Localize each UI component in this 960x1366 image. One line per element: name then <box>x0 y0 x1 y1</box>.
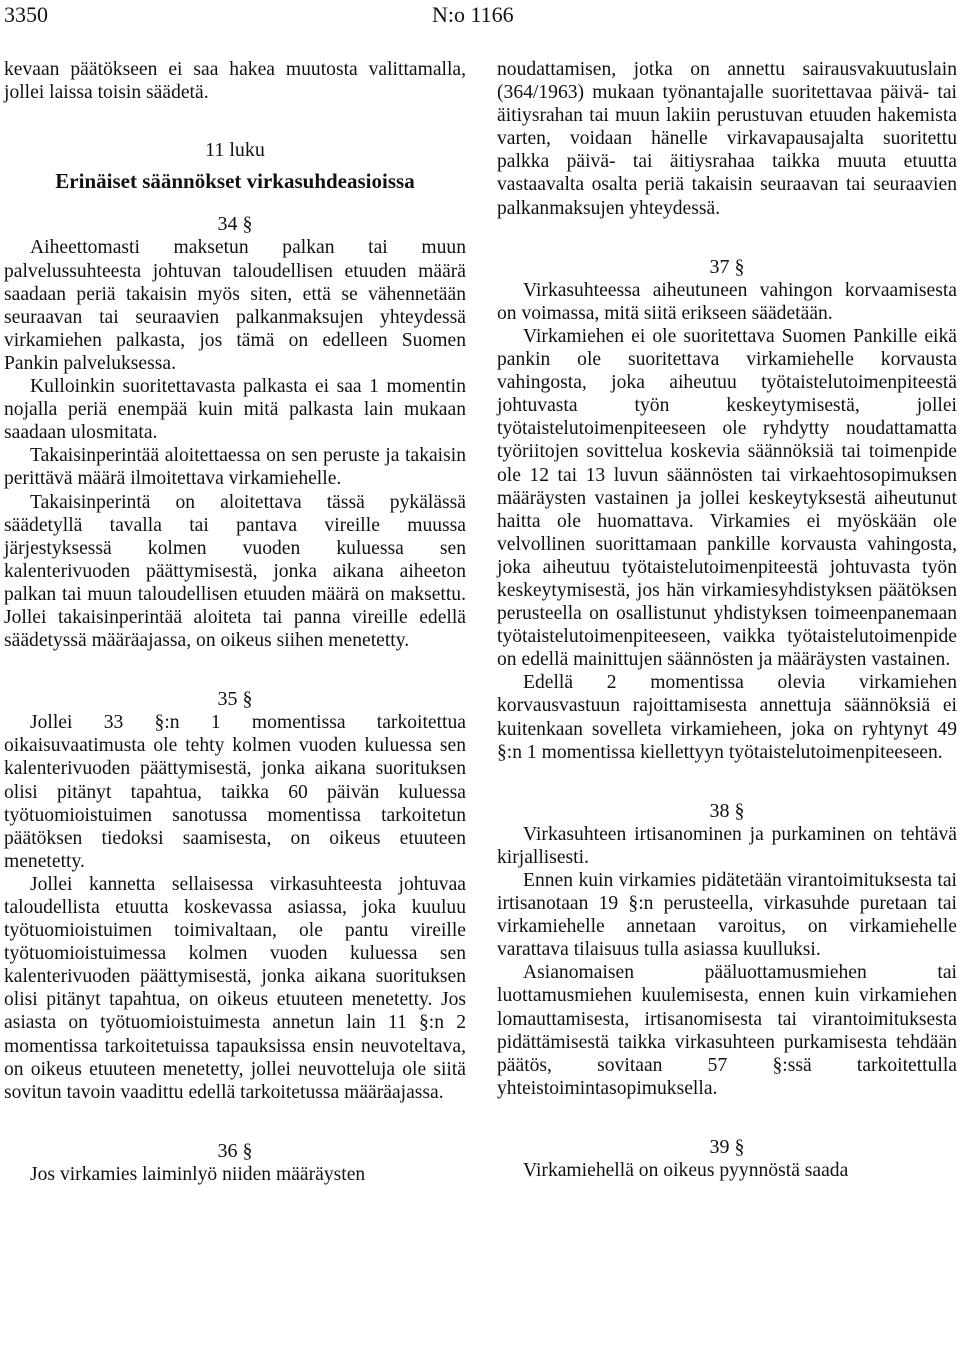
chapter-title: Erinäiset säännökset virkasuhdeasioissa <box>55 169 415 194</box>
chapter-number: 11 luku <box>205 139 265 162</box>
section-38-paragraph-3: Asianomaisen pääluottamusmiehen tai luottamusmiehen kuulemisesta, ennen kuin virkamiehen lomauttamisesta, irtisanomisesta tai virantoimituksesta pidättämisestä taikka virkasuhteen purkamisesta tehdään päätös, sovitaan 57 §:ssä tarkoitettulla yhteistoimintasopimuksella. <box>497 962 957 1099</box>
page-number: 3350 <box>4 2 48 27</box>
issue-number: N:o 1166 <box>432 2 514 27</box>
section-36-heading: 36 § <box>217 1139 253 1162</box>
section-34-heading: 34 § <box>217 213 253 236</box>
section-35-paragraph-2: Jollei kannetta sellaisessa virkasuhteesta johtuvaa taloudellista etuutta koskevassa asiassa, joka kuuluu työtuomioistuimen toimivaltaan, ole pantu vireille työtuomioistuimessa kolmen vuoden kuluessa sen kalenterivuoden päättymisestä, jonka aikana suorituksen olisi pitänyt tapahtua, on oikeus etuuteen menetetty. Jos asiasta on työtuomioistuimesta annetun lain 11 §:n 2 momentissa tarkoitetuissa tapauksissa ensin neuvoteltava, on oikeus etuuteen menetetty, jollei neuvotteluja ole siitä sovitun tavoin vaadittu edellä tarkoitetussa määräajassa. <box>4 873 466 1103</box>
section-39-paragraph-1: Virkamiehellä on oikeus pyynnöstä saada <box>523 1160 849 1182</box>
section-37-paragraph-2: Virkamiehen ei ole suoritettava Suomen Pankille eikä pankin ole suoritettava virkamiehelle korvausta vahingosta, joka aiheutuu työtaistelutoimenpiteestä johtuvasta työn keskeytymisestä, jollei työtaistelutoimenpiteeseen ole ryhdytty noudattamatta työriitojen sovittelua koskevia säännöksiä tai toimenpide ole 12 tai 13 luvun säännösten tai virkaehtosopimuksen määräysten vastainen ja jollei keskeytyksestä aiheutunut haitta ole huomattava. Virkamies ei myöskään ole velvollinen suorittamaan pankille korvausta vahingosta, joka aiheutuu työtaistelutoimenpiteestä johtuvasta työn keskeytymisestä, jos hän virkamiesyhdistyksen päätöksen perusteella on osallistunut yhdistyksen toimeenpanemaan työtaistelutoimenpiteeseen, vaikka työtaistelutoimenpide on edellä mainittujen säännösten ja määräysten vastainen. <box>497 325 957 671</box>
section-35-heading: 35 § <box>217 688 253 711</box>
section-38-paragraph-1: Virkasuhteen irtisanominen ja purkaminen on tehtävä kirjallisesti. <box>497 823 957 868</box>
section-39-heading: 39 § <box>709 1135 745 1158</box>
section-35-paragraph-1: Jollei 33 §:n 1 momentissa tarkoitettua oikaisuvaatimusta ole tehty kolmen vuoden kuluessa sen kalenterivuoden päättymisestä, jonka aikana suorituksen olisi pitänyt tapahtua, taikka 60 päivän kuluessa työtuomioistuimen sanotussa momentissa tarkoitetun päätöksen tiedoksi saamisesta, on oikeus etuuteen menetetty. <box>4 712 466 872</box>
section-34-paragraph-2: Kulloinkin suoritettavasta palkasta ei saa 1 momentin nojalla periä enempää kuin mitä palkasta lain mukaan saadaan ulosmitata. <box>4 376 466 444</box>
section-34-paragraph-4: Takaisinperintä on aloitettava tässä pykälässä säädetyllä tavalla tai pantava vireille muussa järjestyksessä kolmen vuoden kuluessa sen kalenterivuoden päättymisestä, jonka aikana aiheeton palkan tai muun taloudellisen etuuden määrä on maksettu. Jollei takaisinperintää aloiteta tai panna vireille edellä säädetyssä määräajassa, on oikeus siihen menetetty. <box>4 491 466 652</box>
section-38-paragraph-2: Ennen kuin virkamies pidätetään virantoimituksesta tai irtisanotaan 19 §:n perusteella, virkasuhde puretaan tai virkamiehelle annetaan varoitus, on virkamiehelle varattava tilaisuus tulla asiassa kuulluksi. <box>497 870 957 961</box>
section-36-paragraph-1: Jos virkamies laiminlyö niiden määräysten <box>30 1163 366 1185</box>
continuation-paragraph: noudattamisen, jotka on annettu sairausvakuutuslain (364/1963) mukaan työnantajalle suoritettavaa päivä- tai äitiysrahan tai muun lakiin perustuvan etuuden hakemista varten, voidaan hänelle virkavapausajalta suoritettu palkka päivä- tai äitiysrahaa taikka muuta etuutta vastaavalta osalta periä takaisin seuraavan tai seuraavien palkanmaksujen yhteydessä. <box>497 59 957 219</box>
right-column <box>497 58 957 1182</box>
section-34-paragraph-1: Aiheettomasti maksetun palkan tai muun palvelussuhteesta johtuvan taloudellisen etuuden määrä saadaan periä takaisin myös siten, että se vähennetään seuraavan tai seuraavien palkanmaksujen yhteydessä virkamiehen palkasta, jos tämä on edelleen Suomen Pankin palveluksessa. <box>4 237 466 374</box>
section-34-paragraph-3: Takaisinperintää aloitettaessa on sen peruste ja takaisin perittävä määrä ilmoitettava virkamiehelle. <box>4 445 466 490</box>
section-37-paragraph-1: Virkasuhteessa aiheutuneen vahingon korvaamisesta on voimassa, mitä siitä erikseen säädetään. <box>497 279 957 324</box>
section-38-heading: 38 § <box>709 799 745 822</box>
page-header <box>0 2 960 32</box>
intro-paragraph: kevaan päätökseen ei saa hakea muutosta valittamalla, jollei laissa toisin säädetä. <box>4 59 466 104</box>
section-37-heading: 37 § <box>709 255 745 278</box>
left-column <box>4 58 466 1186</box>
section-37-paragraph-3: Edellä 2 momentissa olevia virkamiehen korvausvastuun rajoittamisesta annettuja säännöksiä ei kuitenkaan sovelleta virkamieheen, joka on ryhtynyt 49 §:n 1 momentissa kiellettyyn työtaistelutoimenpiteeseen. <box>497 672 957 763</box>
